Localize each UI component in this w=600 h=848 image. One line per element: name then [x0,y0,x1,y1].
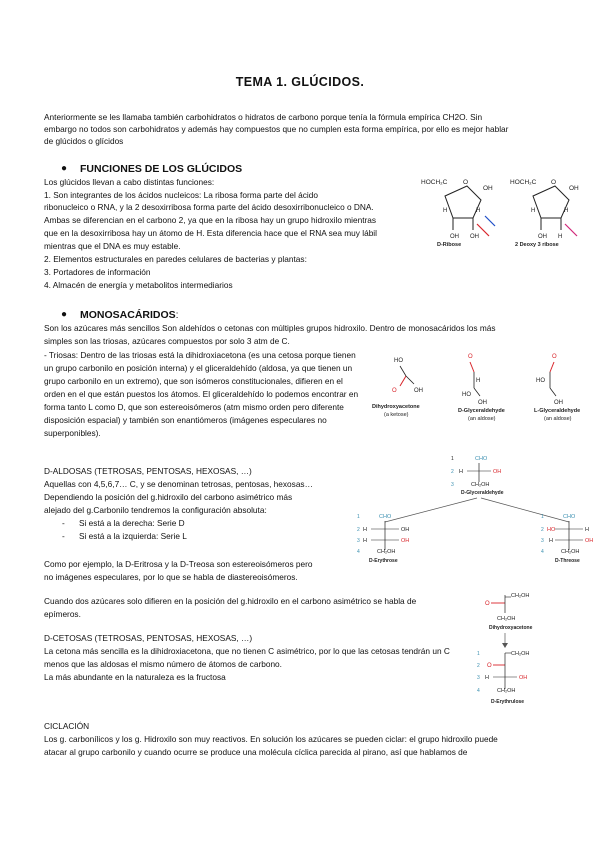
svg-text:(a ketose): (a ketose) [384,412,409,418]
svg-text:O: O [392,388,397,394]
svg-text:OH: OH [414,388,423,394]
svg-text:O: O [463,179,469,186]
svg-text:H: H [476,378,481,384]
ketose-top-label: Dihydroxyacetone [489,625,533,631]
mono-line: grupo carbonilo en un extremo), que son isómeros constitucionales, difieren en el [44,376,343,386]
svg-text:4: 4 [477,688,480,694]
svg-text:CH₂OH: CH₂OH [471,482,490,488]
svg-text:OH: OH [483,185,493,192]
monosacaridos-heading: MONOSACÁRIDOS: [80,309,179,321]
mono-line: orden en el que están puestos los átomos. El gliceraldehído lo podemos encontrar en [44,389,359,399]
svg-text:3: 3 [451,482,454,488]
svg-text:OH: OH [478,400,487,406]
svg-text:OH: OH [569,185,579,192]
svg-text:O: O [487,663,492,669]
erythrulose-fischer [477,651,529,705]
svg-text:OH: OH [554,400,563,406]
svg-text:H: H [476,208,481,214]
page-title: TEMA 1. GLÚCIDOS. [235,75,365,89]
svg-text:O: O [468,354,473,360]
ciclacion-line: atacar al grupo carbonilo y cuando ocurre se produce una molécula cíclica parecida al pirano, así que hablamos de [44,747,468,757]
ketose-figure [475,585,590,710]
ketose-bottom-label: D-Erythrulose [491,699,525,705]
aldosas-heading: D-ALDOSAS (TETROSAS, PENTOSAS, HEXOSAS, …) [44,466,252,476]
svg-text:OH: OH [493,469,502,475]
svg-text:1: 1 [541,514,544,520]
intro-line-1: Anteriormente se les llamaba también carbohidratos o hidratos de carbono porque tenía la fórmula empírica CH2O. Sin [44,112,483,122]
lglyc-name: L-Glyceraldehyde [534,408,581,414]
bullet-icon: ● [61,309,68,320]
svg-text:2: 2 [451,469,454,475]
mono-line: disposición espacial) y también son enantiómeros (imágenes especulares no [44,415,327,425]
funciones-line: Ambas se diferencian en el carbono 2, ya que en la ribosa hay un grupo hidroxilo mientras [44,215,377,225]
intro-line-2: embargo no todos son carbohidratos y además hay compuestos que no cumplen esta forma empírica, por ello es mejor hablar [44,124,509,134]
funciones-line: Los glúcidos llevan a cabo distintas funciones: [44,177,215,187]
example-line: no imágenes especulares, por lo que se habla de diastereoisómeros. [44,572,298,582]
svg-text:H: H [363,527,367,533]
svg-text:OH: OH [470,234,479,240]
epimeros-line: Cuando dos azúcares solo difieren en la posición del g.hidroxilo en el carbono asimétrico se habla de [44,596,417,606]
svg-text:HO: HO [536,378,545,384]
cetosas-line: La cetona más sencilla es la dihidroxiacetona, que no tienen C asimétrico, por lo que las cetosas tendrán un C [44,646,450,656]
funciones-line: ribonucleico o RNA, y la 2 desoxirribosa forma parte del ácido desoxirribonucleico o DNA. [44,202,374,212]
dha-name: Dihydroxyacetone [372,404,420,410]
svg-text:CH₂OH: CH₂OH [561,549,580,555]
mono-line: superponibles). [44,428,101,438]
bullet-icon: ● [61,163,68,174]
svg-text:OH: OH [585,538,594,544]
mono-line: Son los azúcares más sencillos Son aldehídos o cetonas con múltiples grupos hidroxilo. Dentro de monosacáridos los más [44,323,496,333]
svg-text:2: 2 [357,527,360,533]
d-erythrose-structure [357,514,409,564]
l-glyceraldehyde-structure [534,354,580,422]
svg-text:H: H [564,208,569,214]
svg-text:H: H [585,527,589,533]
deoxyribose-label: 2 Deoxy 3 ribose [515,242,559,247]
dihydroxyacetone-fischer [485,593,533,631]
intro-line-3: de glúcidos o glícidos [44,136,124,146]
svg-text:3: 3 [541,538,544,544]
cetosas-line: La más abundante en la naturaleza es la fructosa [44,672,226,682]
svg-text:HO: HO [462,392,471,398]
svg-text:(an aldose): (an aldose) [468,416,496,422]
epimeros-line: epímeros. [44,609,81,619]
glyceraldehyde-top [451,456,504,496]
svg-text:1: 1 [477,651,480,657]
svg-text:2: 2 [477,663,480,669]
svg-text:4: 4 [357,549,360,555]
aldosas-line: Dependiendo la posición del g.hidroxilo del carbono asimétrico más [44,492,293,502]
svg-text:O: O [552,354,557,360]
svg-text:CHO: CHO [379,514,392,520]
d-glyceraldehyde-structure [458,354,505,422]
mono-line: un grupo carbonilo en posición interna) y el gliceraldehído (aldosa, ya que tienen un [44,363,353,373]
funciones-line: mientras que el DNA es muy estable. [44,241,181,251]
svg-text:HO: HO [547,527,556,533]
mono-line: - Triosas: Dentro de las triosas está la dihidroxiacetona (es una cetosa porque tienen [44,350,356,360]
mono-line: forma tanto L como D, que son estereoisómeros (atm mismo orden pero diferente [44,402,344,412]
svg-text:OH: OH [450,234,459,240]
funciones-line: 4. Almacén de energía y metabolitos intermediarios [44,280,233,290]
svg-text:4: 4 [541,549,544,555]
svg-text:O: O [551,179,557,186]
svg-text:CHO: CHO [563,514,576,520]
aldosas-line: alejado del g.Carbonilo tendremos la configuración absoluta: [44,505,267,515]
tree-top-label: D-Glyceraldehyde [461,490,504,496]
cetosas-heading: D-CETOSAS (TETROSAS, PENTOSAS, HEXOSAS, …) [44,633,253,643]
svg-text:CH₂OH: CH₂OH [497,688,516,694]
svg-text:OH: OH [401,538,410,544]
funciones-line: 1. Son integrantes de los ácidos nucleicos: La ribosa forma parte del ácido [44,190,318,200]
svg-text:CH₂OH: CH₂OH [377,549,396,555]
svg-text:H: H [485,675,489,681]
svg-text:CH₂OH: CH₂OH [497,616,516,622]
svg-text:1: 1 [451,456,454,462]
deoxyribose-structure [510,179,579,247]
funciones-heading: FUNCIONES DE LOS GLÚCIDOS [80,163,243,175]
svg-text:3: 3 [357,538,360,544]
ribose-figure [415,172,585,247]
svg-text:1: 1 [357,514,360,520]
svg-text:HO: HO [394,358,403,364]
svg-text:H: H [363,538,367,544]
svg-text:OH: OH [538,234,547,240]
svg-text:CHO: CHO [475,456,488,462]
serie-l-item: Si está a la izquierda: Serie L [79,531,187,541]
svg-text:H: H [549,538,553,544]
triose-figure [370,348,585,426]
svg-text:H: H [558,234,563,240]
erythrose-label: D-Erythrose [369,558,398,564]
svg-text:H: H [531,208,536,214]
dihydroxyacetone-structure [372,358,423,418]
ciclacion-line: Los g. carbonílicos y los g. Hidroxilo son muy reactivos. En solución los azúcares se pueden ciclar: el grupo hidroxilo puede [44,734,498,744]
svg-text:CH₂OH: CH₂OH [511,593,530,599]
ribose-label: D-Ribose [437,242,462,247]
svg-text:H: H [459,469,463,475]
svg-text:H: H [443,208,448,214]
list-dash: - [62,518,65,528]
svg-text:(an aldose): (an aldose) [544,416,572,422]
serie-d-item: Si está a la derecha: Serie D [79,518,185,528]
svg-text:OH: OH [401,527,410,533]
example-line: Como por ejemplo, la D-Eritrosa y la D-Treosa son estereoisómeros pero [44,559,313,569]
aldose-tree-figure [355,452,595,567]
cetosas-line: menos que las aldosas el mismo número de átomos de carbono. [44,659,282,669]
dglyc-name: D-Glyceraldehyde [458,408,505,414]
d-ribose-structure [421,179,495,247]
svg-text:HOCH₂C: HOCH₂C [510,179,537,186]
svg-text:OH: OH [519,675,528,681]
svg-text:O: O [485,601,490,607]
svg-text:CH₂OH: CH₂OH [511,651,530,657]
svg-text:2: 2 [541,527,544,533]
list-dash: - [62,531,65,541]
funciones-line: 2. Elementos estructurales en paredes celulares de bacterias y plantas: [44,254,307,264]
funciones-line: que en la desoxirribosa hay un átomo de H. Esta diferencia hace que el RNA sea muy lábil [44,228,377,238]
aldosas-line: Aquellas con 4,5,6,7… C, y se denominan tetrosas, pentosas, hexosas… [44,479,313,489]
ribose-ch2oh: HOCH₂C [421,179,448,186]
ciclacion-heading: CICLACIÓN [44,721,90,731]
threose-label: D-Threose [555,558,580,564]
funciones-line: 3. Portadores de información [44,267,151,277]
svg-text:3: 3 [477,675,480,681]
mono-line: simples son las triosas, azúcares compuestos por solo 3 atm de C. [44,336,290,346]
